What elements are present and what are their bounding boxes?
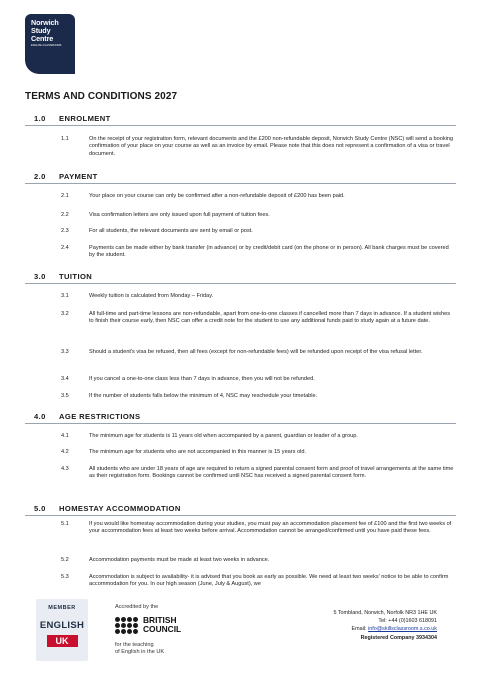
section-divider [25, 283, 456, 284]
email-row [250, 625, 437, 633]
section-title: PAYMENT [59, 172, 98, 181]
section-title: TUITION [59, 272, 93, 281]
telephone: Tel: +44 (0)1603 618091 [378, 618, 437, 625]
norwich-study-centre-logo [25, 14, 75, 74]
section-number: 5.0 [34, 504, 46, 513]
contact-details [250, 609, 437, 642]
section-divider [25, 183, 456, 184]
email-label: Email: [351, 626, 367, 633]
clause-text: If you would like homestay accommodation during your studies, you must pay an accommodation placement fee of £100 and the first two weeks of your accommodation fees at least two weeks before arrival. Accommodation cannot be arranged/confirmed until you have paid these fees. [89, 521, 452, 535]
clause-text: Weekly tuition is calculated from Monday – Friday. [89, 293, 214, 299]
logo-line-2: Study [31, 26, 51, 35]
teaching-line-1: for the teaching [115, 642, 154, 648]
accredited-by-label: Accredited by the [115, 604, 159, 610]
section-number: 2.0 [34, 172, 46, 181]
clause-number: 3.2 [61, 311, 69, 317]
clause-number: 2.2 [61, 212, 69, 218]
uk-label: UK [47, 635, 78, 647]
clause-text: Visa confirmation letters are only issued upon full payment of tuition fees. [89, 212, 270, 218]
clause-number: 3.1 [61, 293, 69, 299]
section-divider [25, 125, 456, 126]
british-council-line-2: COUNCIL [143, 624, 182, 634]
member-label: MEMBER [48, 605, 76, 611]
clause-number: 3.3 [61, 349, 69, 355]
clause-text: For all students, the relevant documents are sent by email or post. [89, 228, 253, 234]
section-number: 1.0 [34, 114, 46, 123]
clause-number: 4.3 [61, 466, 69, 472]
clause-text: On the receipt of your registration form, relevant documents and the £200 non-refundable deposit, Norwich Study Centre (NSC) will send a booking confirmation of your place on your course as well as an invoice by email. Please note that this does not represent a confirmation of a visa or travel document. [89, 136, 454, 157]
logo-line-3: Centre [31, 34, 54, 43]
section-divider [25, 423, 456, 424]
teaching-line-2: of English in the UK [115, 649, 165, 656]
british-council-line-1: BRITISH [143, 615, 177, 625]
clause-number: 5.3 [61, 574, 69, 580]
british-council-dots-icon [115, 617, 139, 635]
british-council-accreditation [115, 604, 205, 656]
section-divider [25, 515, 456, 516]
clause-number: 4.1 [61, 433, 69, 439]
address: 5 Tombland, Norwich, Norfolk NR3 1HE UK [333, 610, 437, 616]
section-number: 3.0 [34, 272, 46, 281]
clause-text: The minimum age for students who are not accompanied in this manner is 15 years old. [89, 449, 307, 455]
clause-text: Accommodation payments must be made at least two weeks in advance. [89, 557, 270, 563]
logo-tagline: ENGLISH CLASSROOMS [31, 44, 62, 47]
clause-text: If the number of students falls below the minimum of 4, NSC may reschedule your timetable. [89, 393, 318, 399]
clause-number: 3.5 [61, 393, 69, 399]
document-title: TERMS AND CONDITIONS 2027 [25, 91, 178, 102]
section-title: ENROLMENT [59, 114, 111, 123]
section-title: HOMESTAY ACCOMMODATION [59, 504, 181, 513]
company-registration: Registered Company 3934304 [360, 634, 437, 641]
section-number: 4.0 [34, 412, 46, 421]
clause-text: All full-time and part-time lessons are non-refundable, apart from one-to-one classes if cancelled more than 7 days in advance. If a student wishes to finish their course early, then NSC can offer a credit note for the student to use any additional funds paid to study again at a future date. [89, 311, 450, 325]
english-uk-member-badge [36, 599, 88, 661]
clause-number: 2.1 [61, 193, 69, 199]
clause-text: Should a student's visa be refused, then all fees (except for non-refundable fees) will be refunded upon receipt of the visa refusal letter. [89, 349, 423, 355]
clause-text: Payments can be made either by bank transfer (in advance) or by credit/debit card (on the phone or in person). All bank charges must be covered by the student. [89, 245, 449, 259]
english-label: ENGLISH [39, 620, 85, 631]
clause-number: 5.2 [61, 557, 69, 563]
clause-number: 2.3 [61, 228, 69, 234]
clause-text: Your place on your course can only be confirmed after a non-refundable deposit of £200 has been paid. [89, 193, 345, 199]
clause-text: If you cancel a one-to-one class less than 7 days in advance, then you will not be refunded. [89, 376, 315, 382]
clause-text: The minimum age for students is 11 years old when accompanied by a parent, guardian or leader of a group. [89, 433, 358, 439]
clause-number: 2.4 [61, 245, 69, 251]
clause-number: 1.1 [61, 136, 69, 142]
logo-line-1: Norwich [31, 18, 59, 27]
clause-number: 3.4 [61, 376, 69, 382]
clause-text: All students who are under 18 years of age are required to return a signed parental consent form and proof of travel arrangements at the same time as their registration form. Bookings cannot be confirmed until NSC has received a signed parental consent form. [89, 466, 454, 480]
clause-number: 5.1 [61, 521, 69, 527]
clause-number: 4.2 [61, 449, 69, 455]
section-title: AGE RESTRICTIONS [59, 412, 141, 421]
email-link[interactable]: info@skillsclassroom.s.co.uk [368, 626, 437, 633]
british-council-name [143, 616, 181, 634]
clause-text: Accommodation is subject to availability- it is advised that you book as early as possible. We need at least two weeks' notice to be able to confirm accommodation for you. In our high season (June, July & August), we [89, 574, 449, 588]
